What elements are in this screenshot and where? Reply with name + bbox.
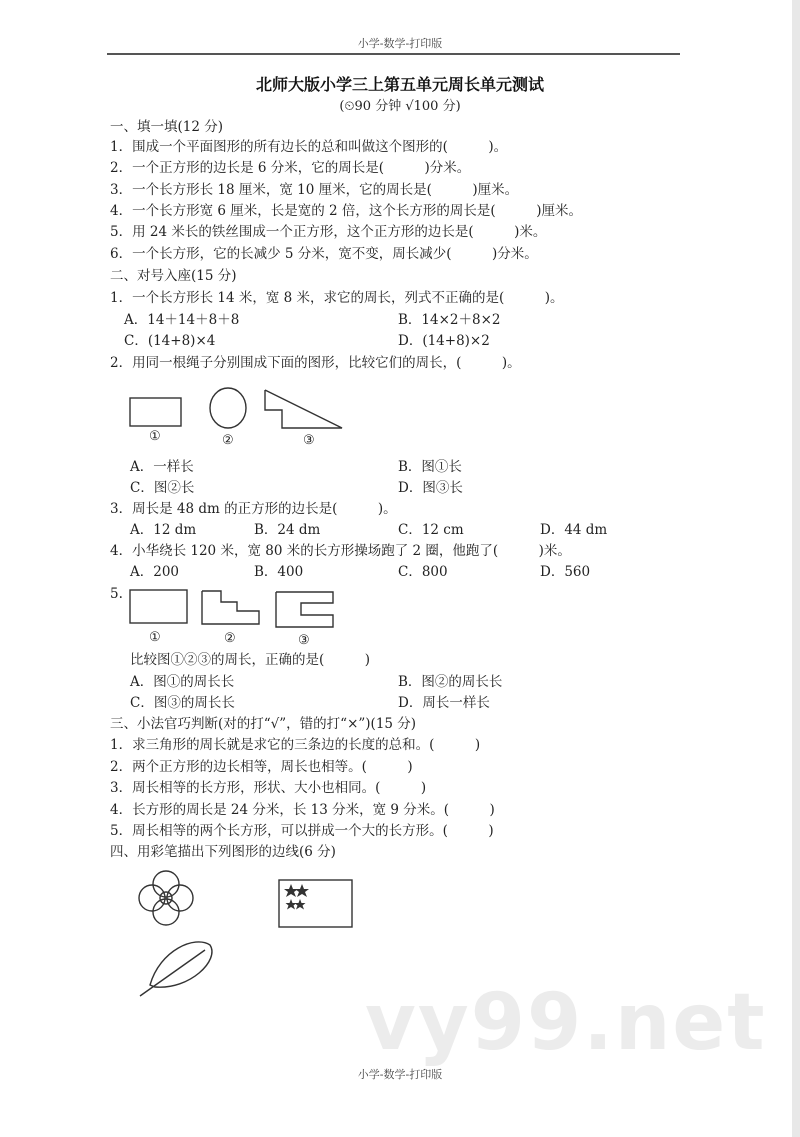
figure-label: ③ [303,433,315,448]
question: 1．求三角形的周长就是求它的三条边的长度的总和。( ) [110,737,481,753]
option: A．200 [130,564,180,580]
section-1-heading: 一、填一填(12 分) [110,119,224,135]
section-4-drawings [0,0,1,1]
question: 2．一个正方形的边长是 6 分米，它的周长是( )分米。 [110,160,471,176]
option: A．一样长 [130,459,194,475]
question-number: 5. [110,586,123,602]
stepped-triangle-shape [265,390,342,428]
star-icon [295,899,306,910]
page-subtitle: (⏲90 分钟 √100 分) [339,99,461,114]
c-shape [276,592,333,627]
option: C．图③的周长长 [130,695,235,711]
figure-label: ② [224,631,236,646]
question: 5．周长相等的两个长方形，可以拼成一个大的长方形。( ) [110,823,494,839]
question: 4．长方形的周长是 24 分米，长 13 分米，宽 9 分米。( ) [110,802,495,818]
option: D．图③长 [398,480,463,496]
rectangle-shape [130,590,187,623]
section-4-heading: 四、用彩笔描出下列图形的边线(6 分) [110,844,336,860]
page-footer: 小学-数学-打印版 [357,1068,443,1081]
option: D．周长一样长 [398,695,490,711]
question: 比较图①②③的周长，正确的是( ) [130,652,371,668]
figure-label: ③ [298,633,310,648]
question: 1．一个长方形长 14 米，宽 8 米，求它的周长，列式不正确的是( )。 [110,290,564,306]
flower-drawing [139,871,193,925]
leaf-drawing [140,942,212,996]
option: D．560 [540,564,591,580]
question: 3．周长是 48 dm 的正方形的边长是( )。 [110,501,397,517]
option: C．12 cm [398,522,464,538]
option: C．图②长 [130,480,195,496]
figure-label: ① [149,630,161,645]
question: 3．周长相等的长方形，形状、大小也相同。( ) [110,780,427,796]
question: 4．一个长方形宽 6 厘米，长是宽的 2 倍，这个长方形的周长是( )厘米。 [110,203,582,219]
option: B．24 dm [254,522,321,538]
option: B．400 [254,564,304,580]
option: C．800 [398,564,448,580]
watermark: vy99.net [365,978,767,1068]
page-header: 小学-数学-打印版 [357,37,443,50]
step-shape [202,591,259,624]
header-rule [107,53,680,55]
question: 4．小华绕长 120 米，宽 80 米的长方形操场跑了 2 圈，他跑了( )米。 [110,543,571,559]
question: 1．围成一个平面图形的所有边长的总和叫做这个图形的( )。 [110,139,508,155]
option: A．12 dm [130,522,197,538]
question: 6．一个长方形，它的长减少 5 分米，宽不变，周长减少( )分米。 [110,246,538,262]
question: 3．一个长方形长 18 厘米，宽 10 厘米，它的周长是( )厘米。 [110,182,519,198]
rectangle-shape [130,398,181,426]
star-icon [295,884,309,897]
option: B．图②的周长长 [398,674,503,690]
question: 2．用同一根绳子分别围成下面的图形，比较它们的周长，( )。 [110,355,521,371]
star-icon [284,884,298,897]
circle-shape [210,388,246,428]
page-edge [792,0,800,1137]
figure-label: ② [222,433,234,448]
option: A．14＋14＋8＋8 [124,312,240,328]
section-2-heading: 二、对号入座(15 分) [110,268,237,284]
option: A．图①的周长长 [130,674,235,690]
section-3-heading: 三、小法官巧判断(对的打“√”，错的打“×”)(15 分) [110,716,417,732]
page-title: 北师大版小学三上第五单元周长单元测试 [255,75,544,94]
option: C．(14+8)×4 [124,333,216,349]
star-icon [286,899,297,910]
question: 5．用 24 米长的铁丝围成一个正方形，这个正方形的边长是( )米。 [110,224,547,240]
option: D．(14+8)×2 [398,333,490,349]
option: D．44 dm [540,522,608,538]
figure-label: ① [149,429,161,444]
question: 2．两个正方形的边长相等，周长也相等。( ) [110,759,413,775]
flag-drawing [279,880,352,927]
option: B．14×2＋8×2 [398,312,501,328]
option: B．图①长 [398,459,462,475]
